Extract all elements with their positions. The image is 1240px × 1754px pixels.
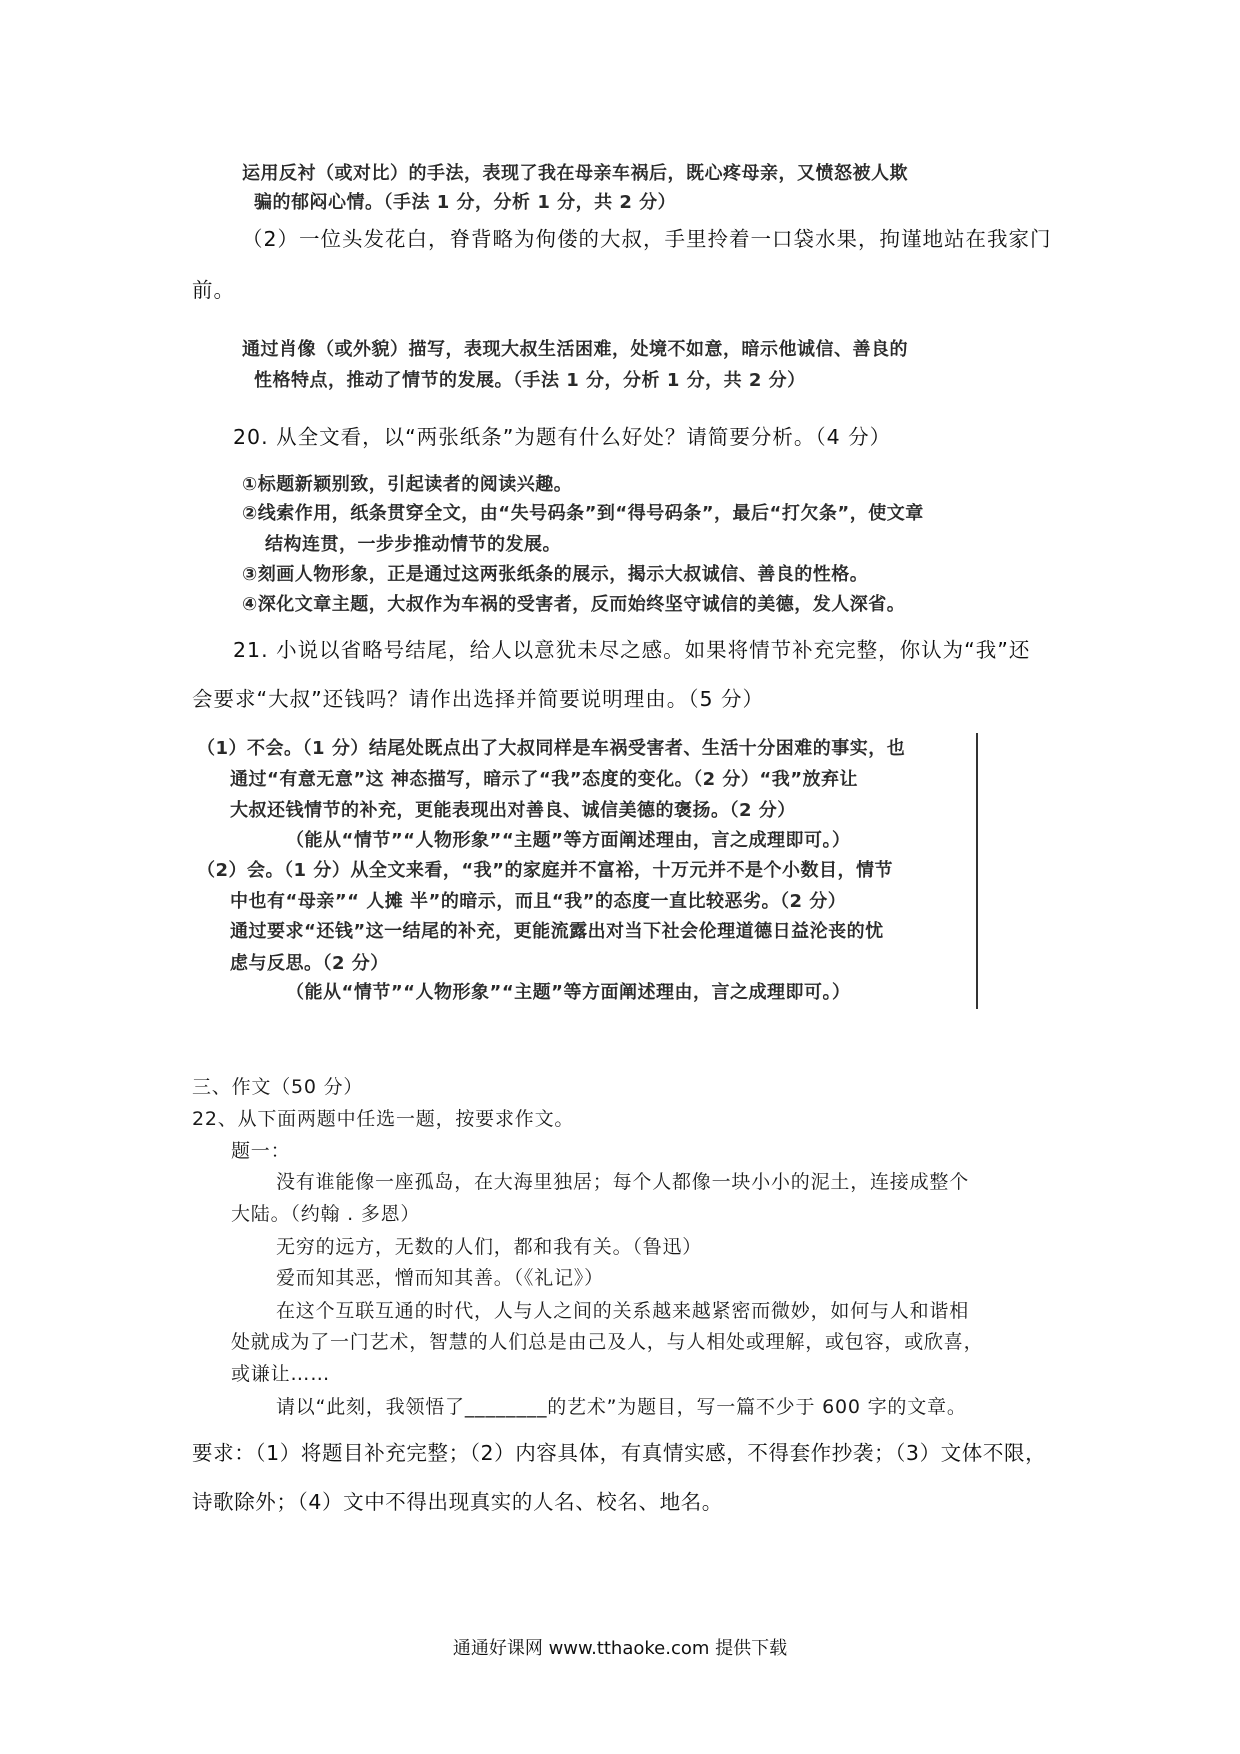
requirements-line: 要求：（1）将题目补充完整；（2）内容具体，有真情实感，不得套作抄袭；（3）文体不限， [192, 1441, 1047, 1465]
answer-line: （1）不会。（1 分）结尾处既点出了大叔同样是车祸受害者、生活十分困难的事实，也 [197, 738, 906, 759]
answer-line: 通过要求“还钱”这一结尾的补充，更能流露出对当下社会伦理道德日益沦丧的忧 [230, 921, 884, 942]
section-heading: 三、作文（50 分） [192, 1076, 364, 1098]
answer-line: （能从“情节”“人物形象”“主题”等方面阐述理由，言之成理即可。） [286, 982, 851, 1003]
answer-line: 大叔还钱情节的补充，更能表现出对善良、诚信美德的褒扬。（2 分） [230, 800, 796, 821]
answer-line: （2）会。（1 分）从全文来看，“我”的家庭并不富裕，十万元并不是个小数目，情节 [197, 860, 893, 881]
question-21: 会要求“大叔”还钱吗？请作出选择并简要说明理由。（5 分） [192, 687, 765, 711]
prompt-line: 题一： [231, 1140, 291, 1162]
prompt-line: 在这个互联互通的时代，人与人之间的关系越来越紧密而微妙，如何与人和谐相 [276, 1300, 970, 1322]
prompt-line: 处就成为了一门艺术，智慧的人们总是由己及人，与人相处或理解，或包容，或欣喜， [231, 1331, 984, 1353]
question-20: 20. 从全文看，以“两张纸条”为题有什么好处？请简要分析。（4 分） [233, 425, 892, 449]
prompt-line: 爱而知其恶，憎而知其善。（《礼记》） [276, 1267, 604, 1289]
prompt-line: 或谦让…… [231, 1363, 331, 1385]
answer-line: 虑与反思。（2 分） [230, 953, 389, 974]
answer-line: ①标题新颖别致，引起读者的阅读兴趣。 [242, 474, 573, 495]
divider-line [976, 733, 978, 1009]
answer-line: 通过“有意无意”这 神态描写，暗示了“我”态度的变化。（2 分）“我”放弃让 [230, 769, 859, 790]
answer-line: 中也有“母亲”“ 人摊 半”的暗示，而且“我”的态度一直比较恶劣。（2 分） [230, 891, 847, 912]
question-21: 21. 小说以省略号结尾，给人以意犹未尽之感。如果将情节补充完整，你认为“我”还 [233, 638, 1031, 662]
answer-line: 运用反衬（或对比）的手法，表现了我在母亲车祸后，既心疼母亲，又愤怒被人欺 [242, 163, 908, 184]
footer-source: 通通好课网 www.tthaoke.com 提供下载 [452, 1638, 788, 1659]
answer-line: ③刻画人物形象，正是通过这两张纸条的展示，揭示大叔诚信、善良的性格。 [242, 564, 869, 585]
question-line: （2）一位头发花白，脊背略为佝偻的大叔，手里拎着一口袋水果，拘谨地站在我家门 [242, 227, 1052, 251]
answer-line: 性格特点，推动了情节的发展。（手法 1 分，分析 1 分，共 2 分） [254, 370, 806, 391]
prompt-line: 请以“此刻，我领悟了________的艺术”为题目，写一篇不少于 600 字的文章。 [276, 1396, 967, 1418]
answer-line: ④深化文章主题，大叔作为车祸的受害者，反而始终坚守诚信的美德，发人深省。 [242, 594, 906, 615]
answer-line: （能从“情节”“人物形象”“主题”等方面阐述理由，言之成理即可。） [286, 830, 851, 851]
answer-line: 结构连贯，一步步推动情节的发展。 [265, 534, 561, 555]
requirements-line: 诗歌除外；（4）文中不得出现真实的人名、校名、地名。 [192, 1490, 723, 1514]
prompt-line: 无穷的远方，无数的人们，都和我有关。（鲁迅） [276, 1236, 703, 1258]
answer-line: 通过肖像（或外貌）描写，表现大叔生活困难，处境不如意，暗示他诚信、善良的 [242, 339, 908, 360]
prompt-line: 大陆。（约翰 . 多恩） [231, 1203, 421, 1225]
question-line: 前。 [192, 278, 235, 302]
answer-line: ②线索作用，纸条贯穿全文，由“失号码条”到“得号码条”，最后“打欠条”，使文章 [242, 503, 924, 524]
prompt-line: 没有谁能像一座孤岛，在大海里独居；每个人都像一块小小的泥土，连接成整个 [276, 1171, 970, 1193]
question-22: 22、从下面两题中任选一题，按要求作文。 [192, 1108, 575, 1130]
answer-line: 骗的郁闷心情。（手法 1 分，分析 1 分，共 2 分） [254, 192, 677, 213]
